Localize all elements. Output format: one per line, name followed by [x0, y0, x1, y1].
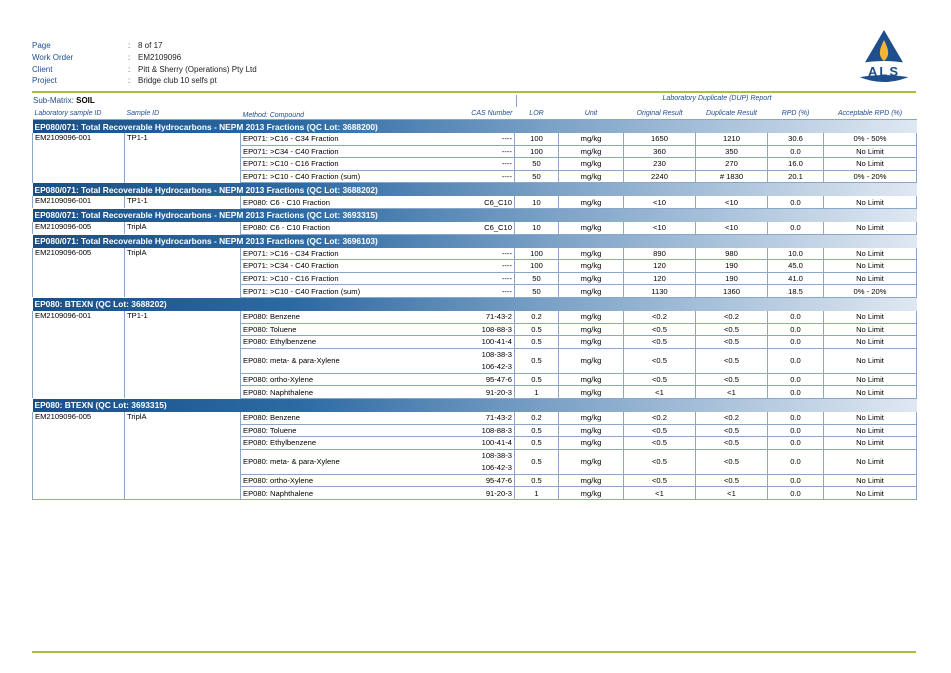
work-order-value: EM2109096	[138, 52, 182, 62]
duplicate-result-cell: <10	[696, 222, 768, 234]
sub-matrix	[33, 96, 95, 105]
acceptable-rpd-cell: No Limit	[824, 222, 917, 234]
lor-cell: 0.5	[515, 348, 559, 373]
rpd-cell: 41.0	[768, 272, 824, 285]
acceptable-rpd-cell: No Limit	[824, 474, 917, 487]
method-cell: EP080: ortho-Xylene	[241, 474, 441, 487]
table-row	[33, 311, 917, 323]
duplicate-result-cell: <0.2	[696, 311, 768, 323]
sample-id-cell: TriplA	[125, 248, 241, 298]
duplicate-result-cell: # 1830	[696, 170, 768, 183]
lab-sample-id-cell: EM2109096-001	[33, 311, 125, 398]
original-result-cell: 120	[624, 260, 696, 273]
cas-cell: ----	[441, 145, 515, 158]
duplicate-result-cell: 1360	[696, 285, 768, 298]
lab-sample-id-cell: EM2109096-005	[33, 248, 125, 298]
lab-sample-id-cell: EM2109096-005	[33, 412, 125, 499]
unit-cell: mg/kg	[559, 260, 624, 273]
unit-cell: mg/kg	[559, 222, 624, 234]
lor-cell: 1	[515, 386, 559, 399]
page-label: Page	[32, 41, 51, 50]
unit-cell: mg/kg	[559, 424, 624, 437]
acceptable-rpd-cell: No Limit	[824, 196, 917, 208]
original-result-cell: 890	[624, 248, 696, 260]
header-work-order-row	[32, 52, 257, 64]
sample-id-cell: TP1-1	[125, 196, 241, 208]
rpd-cell: 0.0	[768, 323, 824, 336]
lor-cell: 0.5	[515, 323, 559, 336]
header-project-row	[32, 75, 257, 87]
method-cell: EP080: Naphthalene	[241, 386, 441, 399]
rpd-cell: 0.0	[768, 373, 824, 386]
rpd-cell: 0.0	[768, 474, 824, 487]
duplicate-result-cell: <0.5	[696, 323, 768, 336]
duplicate-result-cell: 190	[696, 272, 768, 285]
col-original-result: Original Result	[624, 108, 696, 120]
duplicate-result-cell: <0.5	[696, 474, 768, 487]
cas-cell: 71-43-2	[441, 311, 515, 323]
lor-cell: 0.5	[515, 449, 559, 474]
cas-cell: ----	[441, 285, 515, 298]
col-cas: CAS Number	[441, 108, 515, 120]
report-header	[32, 40, 257, 87]
sub-matrix-label: Sub-Matrix:	[33, 96, 77, 105]
logo-text: ALS	[868, 64, 900, 79]
header-page-row	[32, 40, 257, 52]
method-cell: EP080: meta- & para-Xylene	[241, 348, 441, 373]
lab-sample-id-cell: EM2109096-001	[33, 196, 125, 208]
method-cell: EP080: meta- & para-Xylene	[241, 449, 441, 474]
method-cell: EP071: >C34 - C40 Fraction	[241, 260, 441, 273]
original-result-cell: <10	[624, 196, 696, 208]
acceptable-rpd-cell: No Limit	[824, 248, 917, 260]
original-result-cell: 230	[624, 158, 696, 171]
cas-number: 108-38-3	[481, 450, 512, 460]
unit-cell: mg/kg	[559, 336, 624, 349]
original-result-cell: <0.5	[624, 336, 696, 349]
col-lor: LOR	[515, 108, 559, 120]
method-cell: EP071: >C10 - C40 Fraction (sum)	[241, 285, 441, 298]
acceptable-rpd-cell: No Limit	[824, 373, 917, 386]
rpd-cell: 18.5	[768, 285, 824, 298]
rpd-cell: 0.0	[768, 437, 824, 450]
duplicate-result-cell: 350	[696, 145, 768, 158]
unit-cell: mg/kg	[559, 348, 624, 373]
col-acceptable-rpd: Acceptable RPD (%)	[824, 108, 917, 120]
rpd-cell: 0.0	[768, 311, 824, 323]
rpd-cell: 0.0	[768, 424, 824, 437]
cas-cell: 100-41-4	[441, 437, 515, 450]
rpd-cell: 30.6	[768, 133, 824, 145]
separator: :	[128, 76, 131, 86]
rpd-cell: 0.0	[768, 348, 824, 373]
separator: :	[128, 52, 131, 62]
original-result-cell: <0.5	[624, 449, 696, 474]
duplicate-result-cell: <1	[696, 386, 768, 399]
duplicate-result-cell: <0.5	[696, 348, 768, 373]
cas-cell: 91-20-3	[441, 487, 515, 500]
lor-cell: 100	[515, 260, 559, 273]
original-result-cell: <0.5	[624, 373, 696, 386]
col-duplicate-result: Duplicate Result	[696, 108, 768, 120]
project-label: Project	[32, 76, 57, 86]
original-result-cell: 2240	[624, 170, 696, 183]
acceptable-rpd-cell: No Limit	[824, 487, 917, 500]
table-row	[33, 412, 917, 424]
rpd-cell: 0.0	[768, 487, 824, 500]
duplicate-result-cell: <0.5	[696, 449, 768, 474]
rpd-cell: 10.0	[768, 248, 824, 260]
rpd-cell: 16.0	[768, 158, 824, 171]
cas-cell: ----	[441, 248, 515, 260]
method-cell: EP080: Toluene	[241, 424, 441, 437]
unit-cell: mg/kg	[559, 133, 624, 145]
lor-cell: 0.2	[515, 311, 559, 323]
rpd-cell: 0.0	[768, 336, 824, 349]
sample-id-cell: TriplA	[125, 412, 241, 499]
unit-cell: mg/kg	[559, 412, 624, 424]
duplicate-result-cell: <0.5	[696, 437, 768, 450]
duplicate-result-cell: <0.5	[696, 424, 768, 437]
lor-cell: 0.5	[515, 336, 559, 349]
original-result-cell: <0.5	[624, 474, 696, 487]
table-row	[33, 196, 917, 208]
lor-cell: 0.5	[515, 373, 559, 386]
acceptable-rpd-cell: No Limit	[824, 145, 917, 158]
unit-cell: mg/kg	[559, 272, 624, 285]
cas-cell: 91-20-3	[441, 386, 515, 399]
original-result-cell: <0.5	[624, 348, 696, 373]
col-method: Method: Compound	[241, 108, 441, 120]
original-result-cell: <10	[624, 222, 696, 234]
method-cell: EP080: C6 - C10 Fraction	[241, 222, 441, 234]
cas-cell: C6_C10	[441, 196, 515, 208]
separator: :	[128, 64, 131, 74]
cas-cell: 108-88-3	[441, 323, 515, 336]
cas-cell	[441, 348, 515, 373]
group-header-row	[33, 183, 917, 197]
column-header-row	[33, 108, 917, 120]
original-result-cell: 1650	[624, 133, 696, 145]
group-header-row	[33, 120, 917, 134]
original-result-cell: 1130	[624, 285, 696, 298]
duplicate-result-cell: 190	[696, 260, 768, 273]
als-logo	[853, 28, 915, 88]
original-result-cell: <0.5	[624, 437, 696, 450]
group-title: EP080: BTEXN (QC Lot: 3688202)	[33, 297, 917, 311]
group-title: EP080/071: Total Recoverable Hydrocarbons - NEPM 2013 Fractions (QC Lot: 3696103)	[33, 234, 917, 248]
group-header-row	[33, 234, 917, 248]
cas-number-secondary: 106-42-3	[481, 462, 512, 472]
cas-number-secondary: 106-42-3	[481, 361, 512, 371]
lab-sample-id-cell: EM2109096-001	[33, 133, 125, 183]
cas-cell: 95-47-6	[441, 373, 515, 386]
acceptable-rpd-cell: No Limit	[824, 272, 917, 285]
separator: :	[128, 41, 131, 50]
group-title: EP080/071: Total Recoverable Hydrocarbons - NEPM 2013 Fractions (QC Lot: 3688202)	[33, 183, 917, 197]
cas-cell: ----	[441, 170, 515, 183]
acceptable-rpd-cell: No Limit	[824, 260, 917, 273]
duplicate-result-cell: <10	[696, 196, 768, 208]
rpd-cell: 20.1	[768, 170, 824, 183]
acceptable-rpd-cell: 0% - 20%	[824, 285, 917, 298]
acceptable-rpd-cell: No Limit	[824, 437, 917, 450]
table-row	[33, 133, 917, 145]
lor-cell: 0.5	[515, 437, 559, 450]
acceptable-rpd-cell: No Limit	[824, 348, 917, 373]
unit-cell: mg/kg	[559, 373, 624, 386]
header-client-row	[32, 64, 257, 76]
col-lab-sample-id: Laboratory sample ID	[33, 108, 125, 120]
unit-cell: mg/kg	[559, 449, 624, 474]
client-label: Client	[32, 64, 53, 74]
original-result-cell: <1	[624, 487, 696, 500]
duplicate-result-cell: <0.2	[696, 412, 768, 424]
original-result-cell: <0.5	[624, 424, 696, 437]
original-result-cell: <0.2	[624, 412, 696, 424]
unit-cell: mg/kg	[559, 437, 624, 450]
lor-cell: 100	[515, 133, 559, 145]
rpd-cell: 0.0	[768, 145, 824, 158]
lor-cell: 50	[515, 158, 559, 171]
rpd-cell: 0.0	[768, 196, 824, 208]
acceptable-rpd-cell: No Limit	[824, 323, 917, 336]
lor-cell: 100	[515, 248, 559, 260]
group-title: EP080/071: Total Recoverable Hydrocarbons - NEPM 2013 Fractions (QC Lot: 3693315)	[33, 208, 917, 222]
original-result-cell: 120	[624, 272, 696, 285]
duplicate-result-cell: <0.5	[696, 336, 768, 349]
original-result-cell: <1	[624, 386, 696, 399]
group-title: EP080: BTEXN (QC Lot: 3693315)	[33, 398, 917, 412]
cas-cell: 95-47-6	[441, 474, 515, 487]
rpd-cell: 0.0	[768, 386, 824, 399]
sample-id-cell: TriplA	[125, 222, 241, 234]
cas-cell: 100-41-4	[441, 336, 515, 349]
work-order-label: Work Order	[32, 52, 74, 62]
rpd-cell: 0.0	[768, 412, 824, 424]
lor-cell: 10	[515, 196, 559, 208]
project-value: Bridge club 10 selfs pt	[138, 76, 217, 86]
report-title: Laboratory Duplicate (DUP) Report	[516, 95, 917, 107]
unit-cell: mg/kg	[559, 311, 624, 323]
method-cell: EP080: Naphthalene	[241, 487, 441, 500]
header-divider	[32, 91, 916, 93]
duplicate-result-cell: 980	[696, 248, 768, 260]
duplicate-result-cell: <0.5	[696, 373, 768, 386]
method-cell: EP071: >C10 - C16 Fraction	[241, 158, 441, 171]
lor-cell: 10	[515, 222, 559, 234]
cas-cell: 108-88-3	[441, 424, 515, 437]
method-cell: EP080: Ethylbenzene	[241, 437, 441, 450]
lor-cell: 0.5	[515, 424, 559, 437]
group-title: EP080/071: Total Recoverable Hydrocarbons - NEPM 2013 Fractions (QC Lot: 3688200)	[33, 120, 917, 134]
cas-cell: ----	[441, 133, 515, 145]
sub-matrix-value: SOIL	[76, 96, 95, 105]
lor-cell: 1	[515, 487, 559, 500]
method-cell: EP080: Ethylbenzene	[241, 336, 441, 349]
table-row	[33, 222, 917, 234]
unit-cell: mg/kg	[559, 248, 624, 260]
cas-cell: C6_C10	[441, 222, 515, 234]
cas-cell: ----	[441, 158, 515, 171]
client-value: Pitt & Sherry (Operations) Pty Ltd	[138, 64, 257, 74]
duplicate-report-table	[32, 108, 917, 500]
acceptable-rpd-cell: 0% - 20%	[824, 170, 917, 183]
cas-number: 108-38-3	[481, 349, 512, 359]
unit-cell: mg/kg	[559, 386, 624, 399]
method-cell: EP080: Benzene	[241, 311, 441, 323]
acceptable-rpd-cell: No Limit	[824, 412, 917, 424]
col-rpd: RPD (%)	[768, 108, 824, 120]
acceptable-rpd-cell: No Limit	[824, 311, 917, 323]
method-cell: EP071: >C34 - C40 Fraction	[241, 145, 441, 158]
col-unit: Unit	[559, 108, 624, 120]
rpd-cell: 45.0	[768, 260, 824, 273]
cas-cell: 71-43-2	[441, 412, 515, 424]
acceptable-rpd-cell: No Limit	[824, 449, 917, 474]
lor-cell: 0.5	[515, 474, 559, 487]
sample-id-cell: TP1-1	[125, 311, 241, 398]
group-header-row	[33, 297, 917, 311]
unit-cell: mg/kg	[559, 145, 624, 158]
unit-cell: mg/kg	[559, 323, 624, 336]
cas-cell: ----	[441, 260, 515, 273]
lor-cell: 50	[515, 272, 559, 285]
acceptable-rpd-cell: No Limit	[824, 424, 917, 437]
acceptable-rpd-cell: 0% - 50%	[824, 133, 917, 145]
method-cell: EP071: >C16 - C34 Fraction	[241, 248, 441, 260]
method-cell: EP080: ortho-Xylene	[241, 373, 441, 386]
unit-cell: mg/kg	[559, 170, 624, 183]
original-result-cell: <0.5	[624, 323, 696, 336]
unit-cell: mg/kg	[559, 196, 624, 208]
acceptable-rpd-cell: No Limit	[824, 158, 917, 171]
lor-cell: 100	[515, 145, 559, 158]
cas-cell	[441, 449, 515, 474]
method-cell: EP080: Toluene	[241, 323, 441, 336]
unit-cell: mg/kg	[559, 158, 624, 171]
rpd-cell: 0.0	[768, 449, 824, 474]
group-header-row	[33, 208, 917, 222]
col-sample-id: Sample ID	[125, 108, 241, 120]
sample-id-cell: TP1-1	[125, 133, 241, 183]
cas-cell: ----	[441, 272, 515, 285]
method-cell: EP080: Benzene	[241, 412, 441, 424]
original-result-cell: 360	[624, 145, 696, 158]
group-header-row	[33, 398, 917, 412]
table-row	[33, 248, 917, 260]
method-cell: EP071: >C10 - C16 Fraction	[241, 272, 441, 285]
acceptable-rpd-cell: No Limit	[824, 386, 917, 399]
method-cell: EP071: >C16 - C34 Fraction	[241, 133, 441, 145]
duplicate-result-cell: 270	[696, 158, 768, 171]
unit-cell: mg/kg	[559, 285, 624, 298]
lor-cell: 50	[515, 285, 559, 298]
duplicate-result-cell: 1210	[696, 133, 768, 145]
method-cell: EP071: >C10 - C40 Fraction (sum)	[241, 170, 441, 183]
page-value: 8 of 17	[138, 41, 163, 50]
lor-cell: 0.2	[515, 412, 559, 424]
original-result-cell: <0.2	[624, 311, 696, 323]
rpd-cell: 0.0	[768, 222, 824, 234]
footer-divider	[32, 651, 916, 653]
duplicate-result-cell: <1	[696, 487, 768, 500]
acceptable-rpd-cell: No Limit	[824, 336, 917, 349]
lab-sample-id-cell: EM2109096-005	[33, 222, 125, 234]
lor-cell: 50	[515, 170, 559, 183]
method-cell: EP080: C6 - C10 Fraction	[241, 196, 441, 208]
unit-cell: mg/kg	[559, 474, 624, 487]
unit-cell: mg/kg	[559, 487, 624, 500]
